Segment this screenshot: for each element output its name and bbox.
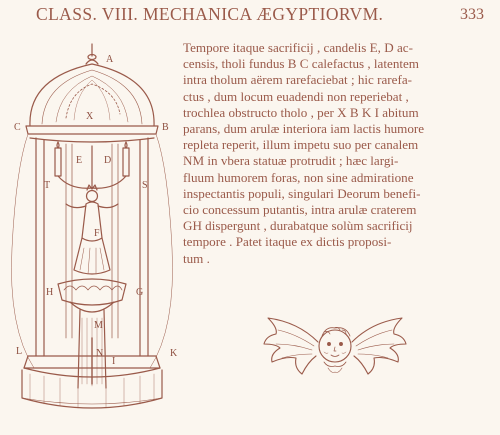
label-x: X	[86, 111, 94, 122]
shrine-engraving	[0, 38, 183, 433]
label-n: N	[96, 348, 104, 359]
label-s: S	[142, 180, 148, 191]
label-t: T	[44, 180, 51, 191]
text-line: ctus , dum locum euadendi non reperiebat ,	[183, 88, 409, 104]
label-e: E	[76, 155, 83, 166]
column-right	[140, 138, 148, 356]
winged-cherub-icon	[262, 308, 408, 386]
altar-basin	[58, 279, 126, 305]
page-number: 333	[460, 6, 484, 23]
label-m: M	[94, 320, 103, 331]
text-line: tum .	[183, 250, 210, 266]
text-line: inspectantis populi, singulari Deorum benefi-	[183, 185, 421, 201]
label-c: C	[14, 122, 21, 133]
label-a: A	[106, 54, 114, 65]
text-line: tempore . Patet itaque ex dictis proposi-	[183, 234, 392, 250]
running-head: CLASS. VIII. MECHANICA ÆGYPTIORVM.	[36, 4, 384, 24]
cherub-ornament	[262, 308, 408, 386]
text-line: NM in vbera statuæ protrudit ; hæc largi-	[183, 153, 399, 169]
text-line: repleta reperit, illum impetu suo per canalem	[183, 137, 419, 153]
column-left	[36, 138, 44, 356]
label-d: D	[104, 155, 112, 166]
statue-skirt	[74, 238, 110, 274]
label-l: L	[16, 346, 23, 357]
label-g: G	[136, 287, 144, 298]
text-line: GH dispergunt , durabatque solùm sacrificij	[183, 218, 413, 234]
label-h: H	[46, 287, 54, 298]
statue-arms	[66, 204, 118, 208]
text-line: censis, tholi fundus B C calefactus , latentem	[183, 56, 419, 72]
text-line: intra tholum aërem rarefaciebat ; hic rarefa-	[183, 72, 412, 88]
text-line: fluum humorem foras, non sine admiratione	[183, 169, 414, 185]
text-line: cio concessum putantis, intra arulæ craterem	[183, 202, 417, 218]
candle-left	[55, 148, 61, 176]
text-line: Tempore itaque sacrificij , candelis E, D ac-	[183, 40, 413, 55]
flame-right	[125, 142, 127, 148]
statue-head	[87, 191, 98, 202]
wing-right	[352, 318, 406, 374]
label-i: I	[112, 356, 116, 367]
dome-rim	[26, 126, 158, 134]
label-f: F	[94, 228, 100, 239]
text-line: parans, dum arulæ interiora iam lactis humore	[183, 121, 425, 137]
cherub-head	[319, 330, 351, 362]
wing-left	[264, 318, 318, 374]
label-k: K	[170, 348, 178, 359]
shrine-illustration	[0, 38, 183, 433]
text-line: trochlea obstructo tholo , per X B K I abitum	[183, 104, 419, 120]
candle-right	[123, 148, 129, 176]
flame-left	[57, 142, 59, 148]
body-text	[183, 40, 495, 267]
label-b: B	[162, 122, 169, 133]
